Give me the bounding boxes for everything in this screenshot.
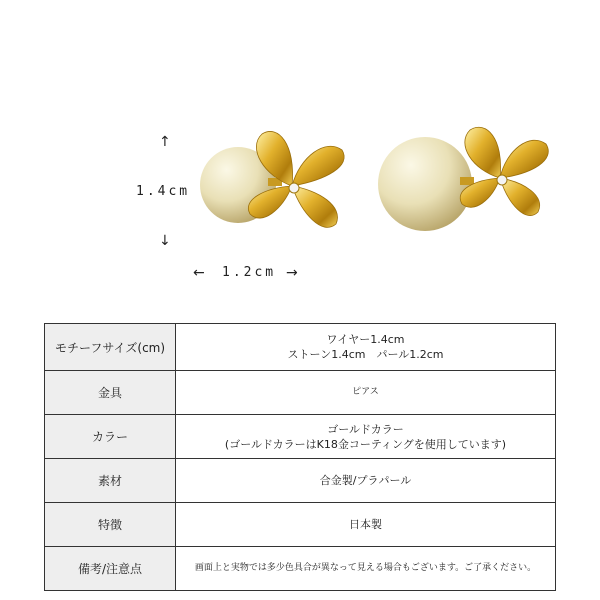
spec-label: カラー <box>45 415 176 459</box>
width-dimension-label: 1.2cm <box>222 265 277 280</box>
width-arrow-left-icon: ← <box>193 265 205 281</box>
spec-label: 素材 <box>45 459 176 503</box>
spec-label: 金具 <box>45 371 176 415</box>
spec-table <box>44 323 556 591</box>
spec-value <box>176 371 556 415</box>
right-pearl <box>378 137 472 231</box>
spec-row-color <box>45 415 556 459</box>
spec-row-material <box>45 459 556 503</box>
spec-label: モチーフサイズ(cm) <box>45 324 176 371</box>
height-arrow-down-icon: ↓ <box>159 233 171 249</box>
height-arrow-up-icon: ↑ <box>159 134 171 150</box>
spec-value <box>176 324 556 371</box>
spec-value <box>176 503 556 547</box>
spec-row-fitting <box>45 371 556 415</box>
spec-value-line: (ゴールドカラーはK18金コーティングを使用しています) <box>224 437 507 451</box>
spec-label: 備考/注意点 <box>45 547 176 591</box>
spec-value-line: 合金製/プラパール <box>319 474 412 487</box>
spec-label: 特徴 <box>45 503 176 547</box>
spec-row-feature <box>45 503 556 547</box>
spec-value-line: ピアス <box>352 387 379 397</box>
height-dimension-label: 1.4cm <box>136 184 191 199</box>
left-earring <box>200 131 344 227</box>
right-flower <box>460 127 548 215</box>
spec-row-notes <box>45 547 556 591</box>
spec-value-line: ワイヤー1.4cm <box>326 333 405 346</box>
width-arrow-right-icon: → <box>286 265 298 281</box>
right-earring <box>378 127 548 231</box>
spec-value <box>176 459 556 503</box>
spec-value-line: ゴールドカラー <box>327 422 404 436</box>
spec-value-line: ストーン1.4cm パール1.2cm <box>287 348 444 361</box>
spec-value-line: 日本製 <box>349 518 382 531</box>
spec-value <box>176 415 556 459</box>
spec-value <box>176 547 556 591</box>
spec-row-motif-size <box>45 324 556 371</box>
spec-value-line: 画面上と実物では多少色具合が異なって見える場合もございます。ご了承ください。 <box>194 563 537 573</box>
